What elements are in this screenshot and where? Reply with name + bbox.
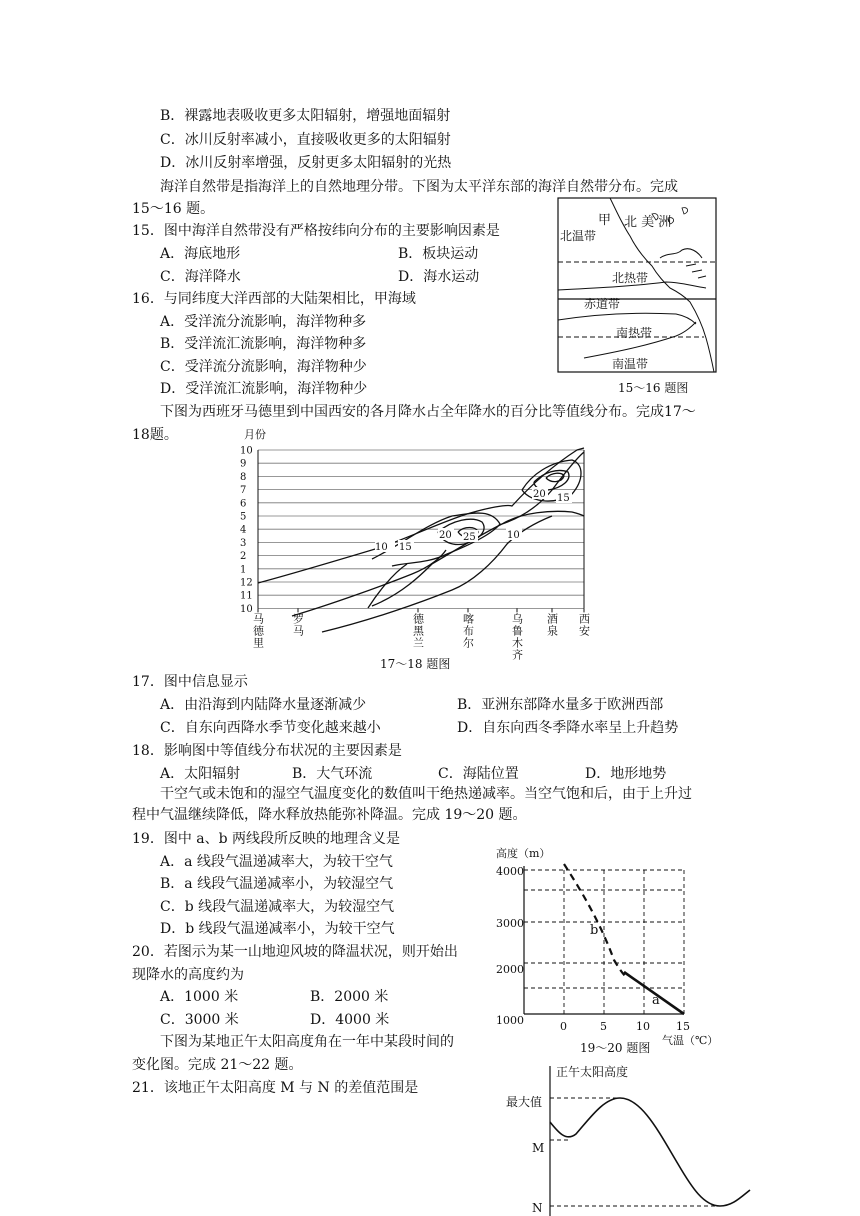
intro-21-22-line1: 下图为某地正午太阳高度角在一年中某段时间的: [160, 1034, 454, 1050]
q15-option-d: D．海水运动: [398, 269, 480, 285]
label-north-tropical: 北热带: [612, 271, 649, 285]
y-tick-label: 2: [240, 551, 247, 563]
contour-label-20-center: 20: [439, 530, 452, 541]
intro-15-16-line2: 15～16 题。: [132, 201, 215, 217]
contour-label-10-left: 10: [375, 542, 388, 553]
x-tick-0: 0: [560, 1020, 567, 1033]
y-tick-3000: 3000: [496, 917, 524, 930]
city-label-char: 里: [253, 636, 264, 650]
q15-option-a: A．海底地形: [160, 246, 241, 262]
precipitation-contour-chart: [232, 424, 604, 672]
q14-option-b: B．裸露地表吸收更多太阳辐射，增强地面辐射: [160, 108, 451, 124]
label-north-temperate: 北温带: [560, 229, 597, 243]
x-axis-title: 气温（℃）: [662, 1034, 719, 1047]
y-axis-title: 正午太阳高度: [556, 1065, 629, 1079]
y-tick-label: 11: [240, 590, 253, 602]
city-label-char: 喀: [463, 612, 474, 626]
q17-option-b: B．亚洲东部降水量多于欧洲西部: [457, 697, 664, 713]
q20-option-a: A．1000 米: [160, 989, 239, 1005]
q19-option-a: A．a 线段气温递减率大，为较干空气: [160, 854, 393, 870]
q20-stem-line1: 20．若图示为某一山地迎风坡的降温状况，则开始出: [132, 944, 458, 960]
city-label-char: 兰: [413, 636, 424, 650]
intro-19-20-line1: 干空气或未饱和的湿空气温度变化的数值叫干绝热递减率。当空气饱和后，由于上升过: [160, 786, 692, 802]
contour-label-15-east: 15: [557, 493, 570, 504]
caribbean-islands: [686, 264, 706, 278]
y-tick-4000: 4000: [496, 865, 524, 878]
q20-option-d: D．4000 米: [310, 1012, 390, 1028]
y-tick-label: 8: [240, 471, 247, 483]
q18-stem: 18．影响图中等值线分布状况的主要因素是: [132, 743, 402, 759]
lapse-rate-chart: [492, 842, 728, 1058]
q19-option-b: B．a 线段气温递减率小，为较湿空气: [160, 876, 394, 892]
city-label-char: 罗: [293, 612, 304, 626]
q18-option-c: C．海陆位置: [438, 766, 519, 782]
city-label-char: 马: [253, 612, 264, 626]
label-south-tropical: 南热带: [616, 326, 653, 340]
y-tick-label: 4: [240, 524, 247, 536]
city-label-char: 德: [413, 612, 424, 626]
gulf-coast: [660, 249, 702, 258]
contour-east-lower: [502, 511, 584, 524]
city-label-char: 泉: [547, 624, 558, 638]
q18-option-d: D．地形地势: [585, 766, 667, 782]
intro-17-18-line2: 18题。: [132, 427, 178, 443]
contour-label-20-east: 20: [533, 489, 546, 500]
q15-option-b: B．板块运动: [398, 246, 479, 262]
city-label-char: 黑: [413, 624, 424, 638]
map-caption: 15～16 题图: [618, 381, 689, 395]
ocean-zone-map: [556, 196, 720, 398]
y-tick-label: 5: [240, 511, 247, 523]
q14-option-c: C．冰川反射率减小，直接吸收更多的太阳辐射: [160, 132, 451, 148]
line-b-dashed: [564, 864, 628, 978]
grid: [524, 870, 684, 1014]
contour-label-15-left: 15: [399, 542, 412, 553]
contour-bottom-edge: [368, 564, 407, 608]
q19-option-c: C．b 线段气温递减率大，为较湿空气: [160, 899, 395, 915]
city-label-char: 布: [463, 624, 474, 638]
q16-option-d: D．受洋流汇流影响，海洋物种少: [160, 381, 368, 397]
city-label-char: 德: [253, 624, 264, 638]
x-tick-5: 5: [600, 1020, 607, 1033]
boundary-equatorial: [558, 313, 696, 324]
label-equatorial: 赤道带: [584, 297, 621, 311]
q20-stem-line2: 现降水的高度约为: [132, 967, 244, 983]
x-tick-10: 10: [636, 1020, 650, 1033]
y-tick-2000: 2000: [496, 963, 524, 976]
q16-option-a: A．受洋流分流影响，海洋物种多: [160, 314, 367, 330]
q16-stem: 16．与同纬度大洋西部的大陆架相比，甲海域: [132, 291, 416, 307]
y-tick-label: 1: [240, 564, 247, 576]
y-tick-1000: 1000: [496, 1014, 524, 1027]
city-label-char: 齐: [512, 648, 523, 662]
q19-option-d: D．b 线段气温递减率小，为较干空气: [160, 921, 395, 937]
contour-east-15: [522, 460, 581, 501]
q16-option-b: B．受洋流汇流影响，海洋物种多: [160, 336, 367, 352]
q17-option-a: A．由沿海到内陆降水量逐渐减少: [160, 697, 367, 713]
q17-stem: 17．图中信息显示: [132, 674, 248, 690]
noon-sun-altitude-chart: [500, 1060, 756, 1216]
city-label-char: 马: [293, 624, 304, 638]
city-label-char: 尔: [463, 636, 474, 650]
label-south-temperate: 南温带: [612, 357, 649, 371]
y-axis-title: 高度（m）: [496, 847, 551, 860]
y-tick-label: 3: [240, 537, 247, 549]
q18-option-a: A．太阳辐射: [160, 766, 241, 782]
label-north-america: 北 美 洲: [624, 215, 672, 230]
altitude-curve: [550, 1098, 750, 1206]
label-n: N: [532, 1201, 543, 1215]
contour-label-25: 25: [463, 532, 476, 543]
q14-option-d: D．冰川反射率增强，反射更多太阳辐射的光热: [160, 155, 452, 171]
label-max: 最大值: [506, 1095, 543, 1109]
chart-1920-caption: 19～20 题图: [580, 1041, 651, 1055]
q20-option-c: C．3000 米: [160, 1012, 239, 1028]
x-tick-15: 15: [676, 1020, 690, 1033]
intro-21-22-line2: 变化图。完成 21～22 题。: [132, 1057, 303, 1073]
q17-option-d: D．自东向西冬季降水率呈上升趋势: [457, 720, 679, 736]
city-label-char: 鲁: [512, 624, 523, 638]
city-label-char: 酒: [547, 612, 558, 626]
y-tick-label: 10: [240, 445, 253, 457]
y-tick-label: 12: [240, 577, 253, 589]
q16-option-c: C．受洋流分流影响，海洋物种少: [160, 359, 367, 375]
y-axis-title: 月份: [244, 428, 266, 441]
q19-stem: 19．图中 a、b 两线段所反映的地理含义是: [132, 831, 401, 847]
y-tick-label: 6: [240, 498, 247, 510]
y-tick-label: 10: [240, 603, 253, 615]
q20-option-b: B．2000 米: [310, 989, 389, 1005]
label-jia: 甲: [598, 213, 612, 228]
q17-option-c: C．自东向西降水季节变化越来越小: [160, 720, 381, 736]
city-label-char: 木: [512, 636, 523, 650]
q15-option-c: C．海洋降水: [160, 269, 241, 285]
city-label-char: 乌: [512, 612, 523, 626]
intro-15-16-line1: 海洋自然带是指海洋上的自然地理分带。下图为太平洋东部的海洋自然带分布。完成: [160, 179, 678, 195]
label-m: M: [532, 1141, 545, 1155]
q21-stem: 21．该地正午太阳高度 M 与 N 的差值范围是: [132, 1080, 419, 1096]
label-a: a: [652, 993, 660, 1008]
q15-stem: 15．图中海洋自然带没有严格按纬向分布的主要影响因素是: [132, 223, 500, 239]
contour-label-10-right: 10: [507, 530, 520, 541]
contour-outer-upper: [258, 448, 584, 583]
intro-19-20-line2: 程中气温继续降低，降水释放热能弥补降温。完成 19～20 题。: [132, 807, 527, 823]
y-tick-label: 7: [240, 485, 247, 497]
y-tick-label: 9: [240, 458, 247, 470]
chart-1718-caption: 17～18 题图: [380, 657, 451, 671]
label-b: b: [590, 923, 599, 938]
q18-option-b: B．大气环流: [292, 766, 373, 782]
city-label-char: 安: [579, 624, 590, 638]
city-label-char: 西: [579, 612, 590, 626]
intro-17-18-line1: 下图为西班牙马德里到中国西安的各月降水占全年降水的百分比等值线分布。完成17～: [160, 404, 696, 420]
